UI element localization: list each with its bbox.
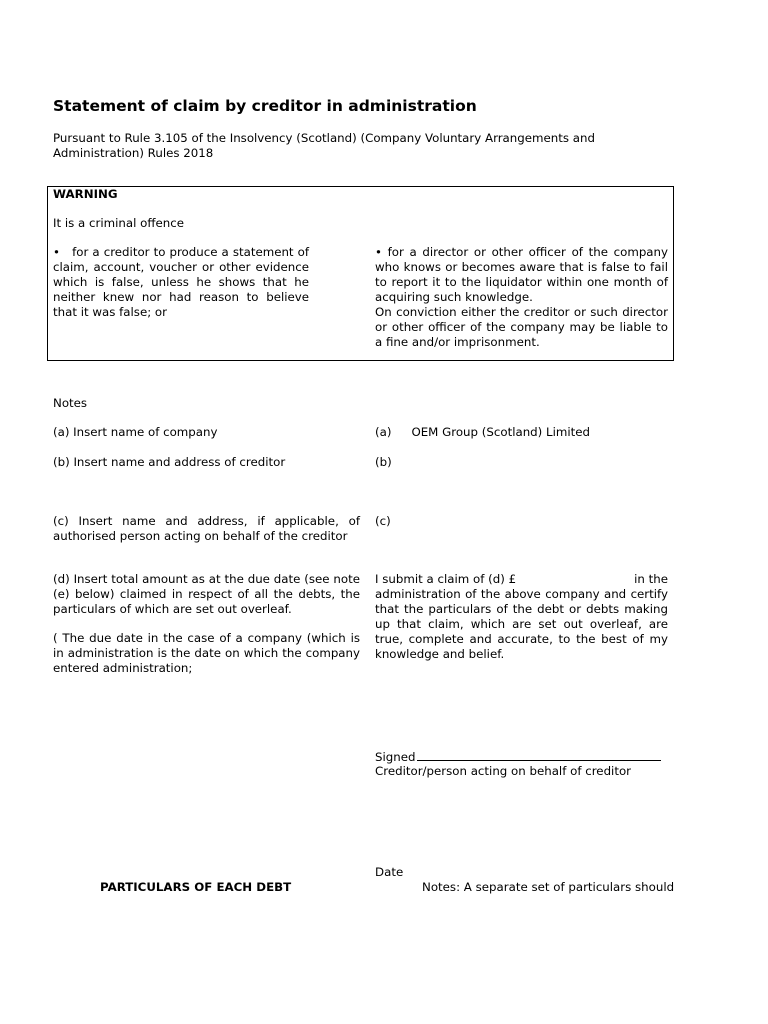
claim-statement-rest: in the administration of the above company and certify that the particulars of the debt or debts making up that claim, which are set out overleaf, are true, complete and accurate, to the best of my knowledge and belief. — [375, 572, 669, 661]
warning-conviction-text: On conviction either the creditor or such director or other officer of the company may be liable to a fine and/or imprisonment. — [375, 305, 668, 349]
warning-bullet-director — [375, 245, 668, 350]
notes-heading: Notes — [53, 396, 88, 410]
signature-field[interactable] — [417, 749, 661, 761]
claim-statement — [375, 572, 668, 662]
note-a-marker: (a) — [375, 425, 392, 439]
company-name-value: OEM Group (Scotland) Limited — [411, 425, 591, 439]
due-date-note: ( The due date in the case of a company (which is in administration is the date on which the company entered administration; — [53, 631, 360, 675]
note-b-label: (b) Insert name and address of creditor — [53, 455, 286, 469]
warning-lead: It is a criminal offence — [53, 216, 184, 230]
claim-statement-start: I submit a claim of (d) £ — [375, 572, 517, 586]
company-name-row — [375, 425, 668, 440]
note-d-label: (d) Insert total amount as at the due date (see note (e) below) claimed in respect of all the debts, the particulars of which are set out overleaf. — [53, 572, 360, 616]
warning-bullet-director-text: • for a director or other officer of the company who knows or becomes aware that is false to fail to report it to the liquidator within one month of acquiring such knowledge. — [375, 245, 668, 304]
particulars-heading: PARTICULARS OF EACH DEBT — [100, 880, 292, 894]
note-b-marker: (b) — [375, 455, 392, 469]
statutory-reference: Pursuant to Rule 3.105 of the Insolvency (Scotland) (Company Voluntary Arrangements and Administration) Rules 2018 — [53, 131, 595, 160]
note-c-marker: (c) — [375, 514, 391, 528]
signed-caption: Creditor/person acting on behalf of creditor — [375, 764, 632, 778]
signed-label: Signed — [375, 750, 416, 764]
warning-bullet-creditor: • for a creditor to produce a statement of claim, account, voucher or other evidence which is false, unless he shows that he neither knew nor had reason to believe that it was false; or — [53, 245, 309, 319]
separate-particulars-note: Notes: A separate set of particulars should — [422, 880, 675, 894]
note-a-label: (a) Insert name of company — [53, 425, 218, 439]
note-c-label: (c) Insert name and address, if applicable, of authorised person acting on behalf of the creditor — [53, 514, 360, 543]
date-label: Date — [375, 865, 404, 879]
warning-heading: WARNING — [53, 187, 118, 201]
page-title: Statement of claim by creditor in administration — [53, 97, 477, 115]
signature-line — [375, 749, 675, 765]
